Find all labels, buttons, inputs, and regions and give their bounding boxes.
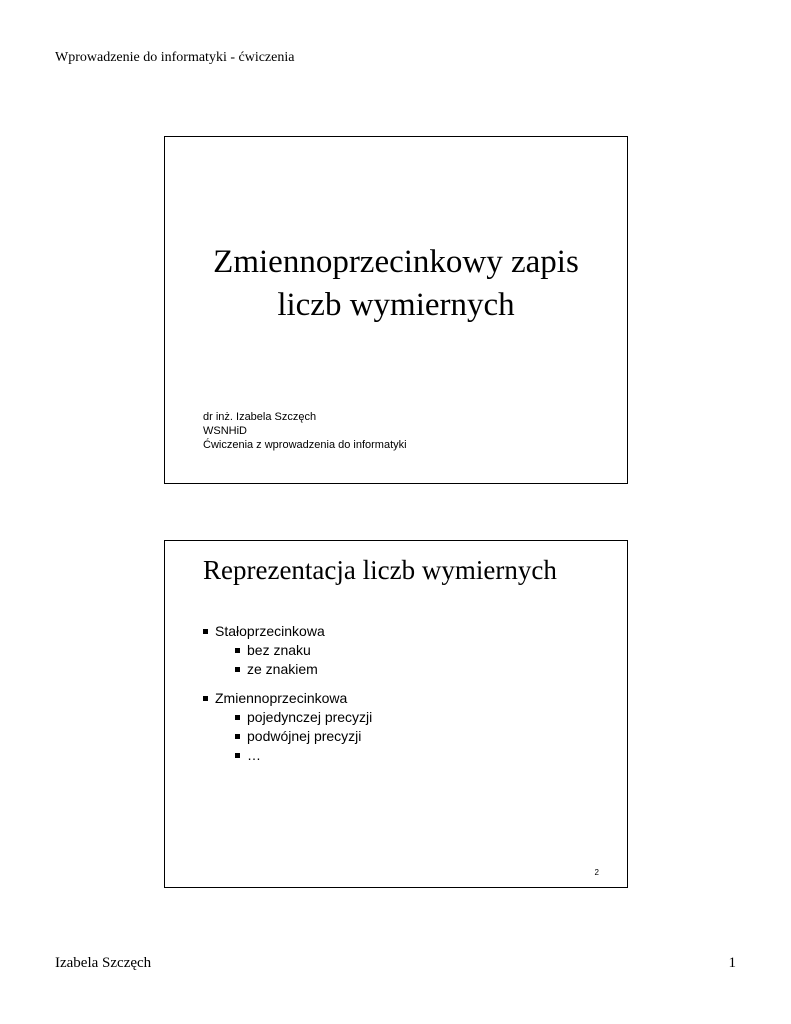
slide-2 bbox=[164, 540, 628, 888]
page-number: 1 bbox=[728, 955, 736, 971]
square-bullet-icon bbox=[203, 696, 208, 701]
sub-bullet-label: ze znakiem bbox=[247, 661, 318, 677]
page-header: Wprowadzenie do informatyki - ćwiczenia bbox=[55, 50, 295, 65]
square-bullet-icon bbox=[203, 629, 208, 634]
slide-1-author: dr inż. Izabela Szczęch bbox=[203, 411, 317, 423]
square-bullet-icon bbox=[235, 753, 240, 758]
slide-1-title-line-1: Zmiennoprzecinkowy zapis bbox=[213, 244, 579, 280]
slide-1-course: Ćwiczenia z wprowadzenia do informatyki bbox=[203, 439, 407, 451]
sub-bullet-label: pojedynczej precyzji bbox=[247, 709, 373, 725]
slide-number: 2 bbox=[594, 868, 599, 877]
square-bullet-icon bbox=[235, 648, 240, 653]
slide-1 bbox=[164, 136, 628, 484]
square-bullet-icon bbox=[235, 734, 240, 739]
slide-1-title bbox=[165, 241, 627, 327]
sub-bullet-label: podwójnej precyzji bbox=[247, 728, 362, 744]
square-bullet-icon bbox=[235, 667, 240, 672]
bullet-label: Zmiennoprzecinkowa bbox=[215, 690, 348, 706]
slide-1-title-line-2: liczb wymiernych bbox=[277, 287, 515, 323]
footer-author: Izabela Szczęch bbox=[55, 955, 152, 971]
sub-bullet-label: … bbox=[247, 747, 261, 763]
sub-bullet-label: bez znaku bbox=[247, 642, 311, 658]
slide-1-institution: WSNHiD bbox=[203, 425, 247, 437]
slide-2-title: Reprezentacja liczb wymiernych bbox=[203, 555, 557, 585]
bullet-label: Stałoprzecinkowa bbox=[215, 623, 325, 639]
slide-1-info bbox=[203, 410, 407, 452]
square-bullet-icon bbox=[235, 715, 240, 720]
